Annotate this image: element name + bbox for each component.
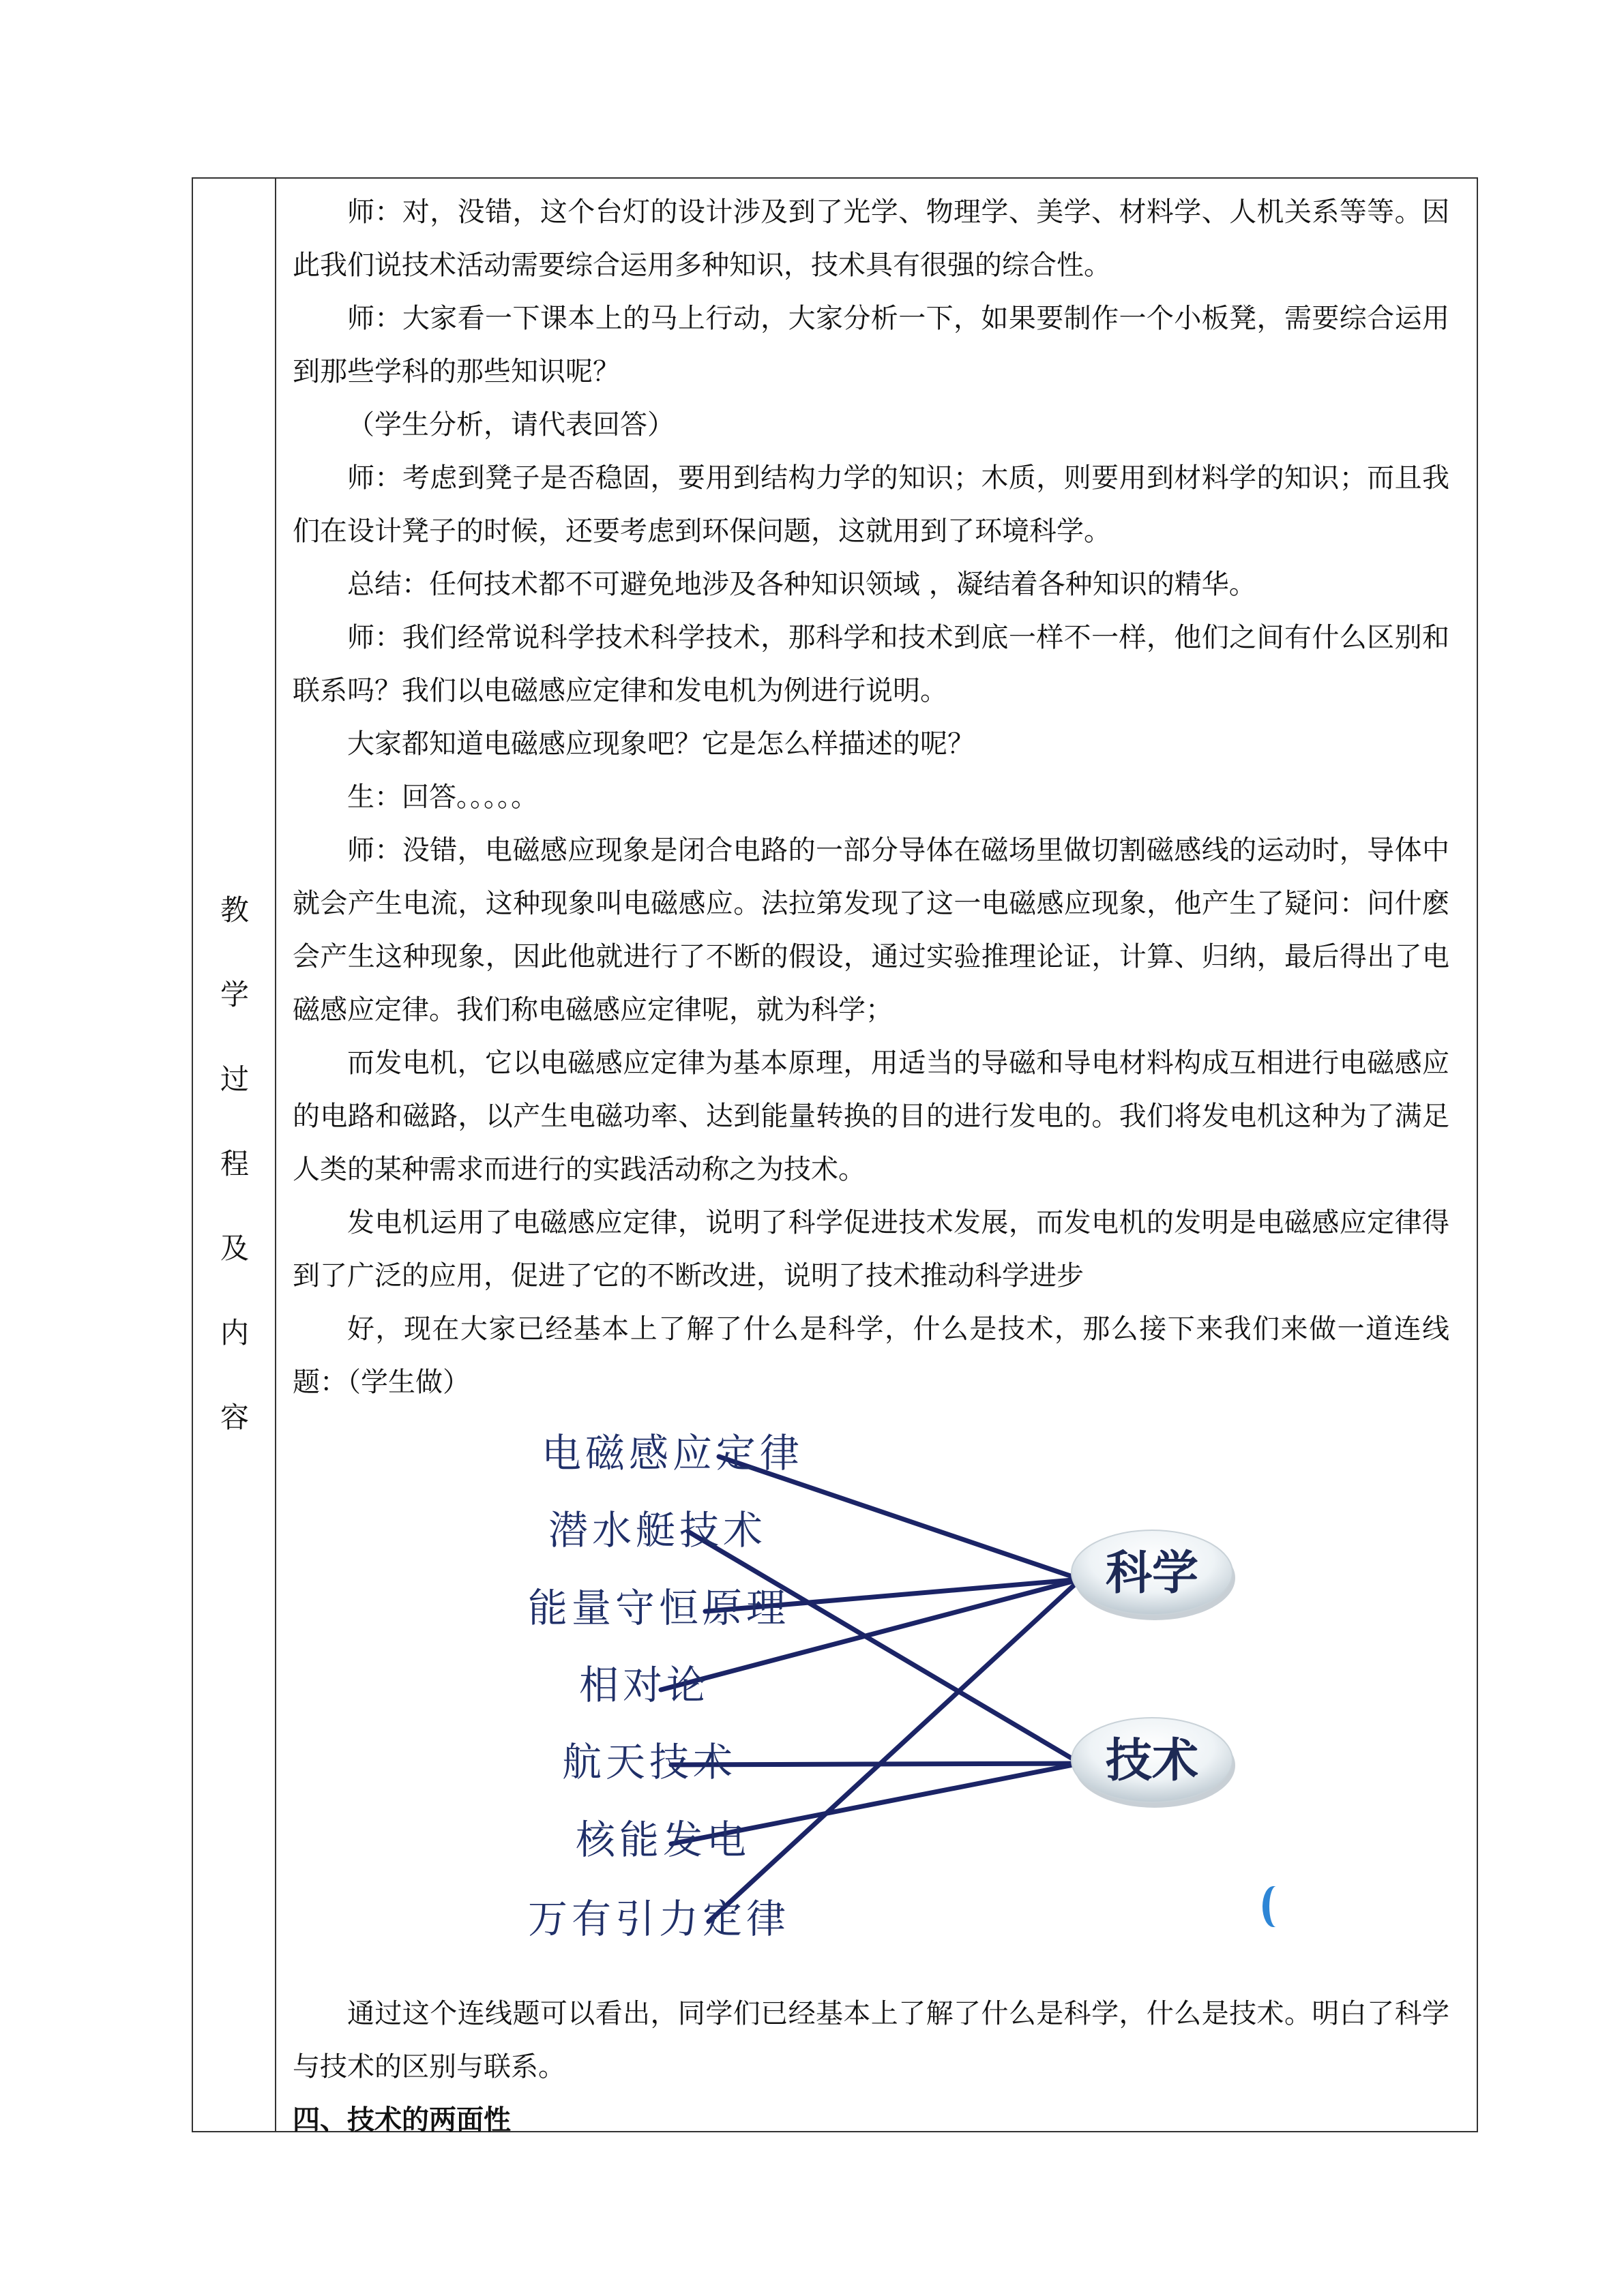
match-target-oval xyxy=(1072,1530,1235,1620)
side-label-char: 容 xyxy=(220,1401,249,1434)
paragraph: 师：考虑到凳子是否稳固，要用到结构力学的知识；木质，则要用到材料学的知识；而且我们在设计凳子的时候，还要考虑到环保问题，这就用到了环境科学。 xyxy=(293,462,1449,547)
conclusion-paragraph: 通过这个连线题可以看出，同学们已经基本上了解了什么是科学，什么是技术。明白了科学与技术的区别与联系。 xyxy=(293,1998,1449,2083)
paragraph: 师：我们经常说科学技术科学技术，那科学和技术到底一样不一样，他们之间有什么区别和联系吗？我们以电磁感应定律和发电机为例进行说明。 xyxy=(293,622,1449,706)
match-item-label: 相对论 xyxy=(579,1662,711,1708)
side-label-char: 学 xyxy=(220,978,249,1011)
match-target-oval xyxy=(1072,1718,1235,1808)
match-item-label: 能量守恒原理 xyxy=(528,1585,791,1631)
match-item-label: 电磁感应定律 xyxy=(542,1430,804,1476)
match-target-label: 技术 xyxy=(1105,1733,1199,1788)
paragraph: （学生分析，请代表回答） xyxy=(347,409,675,441)
side-label-char: 程 xyxy=(220,1147,249,1180)
side-label-char: 及 xyxy=(220,1232,249,1265)
match-item-label: 万有引力定律 xyxy=(528,1896,791,1942)
side-label-column xyxy=(193,179,276,2131)
match-item-label: 潜水艇技术 xyxy=(548,1507,767,1553)
match-link-line xyxy=(688,1532,1080,1763)
paragraph: 师：对，没错，这个台灯的设计涉及到了光学、物理学、美学、材料学、人机关系等等。因此我们说技术活动需要综合运用多种知识，技术具有很强的综合性。 xyxy=(293,196,1449,281)
paragraph: 总结：任何技术都不可避免地涉及各种知识领域 ，凝结着各种知识的精华。 xyxy=(347,569,1256,600)
decorative-fragment-icon xyxy=(1263,1886,1276,1927)
match-item-label: 核能发电 xyxy=(576,1817,751,1863)
paragraph: 师：大家看一下课本上的马上行动，大家分析一下，如果要制作一个小板凳，需要综合运用到那些学科的那些知识呢？ xyxy=(293,303,1449,387)
match-target-label: 科学 xyxy=(1105,1546,1199,1600)
paragraph: 生：回答。。。。。 xyxy=(347,781,538,813)
paragraph: 大家都知道电磁感应现象吧？它是怎么样描述的呢？ xyxy=(347,728,975,760)
paragraph: 师：没错，电磁感应现象是闭合电路的一部分导体在磁场里做切割磁感线的运动时，导体中就会产生电流，这种现象叫电磁感应。法拉第发现了这一电磁感应现象，他产生了疑问：问什麽会产生这种现象，因此他就进行了不断的假设，通过实验推理论证，计算、归纳，最后得出了电磁感应定律。我们称电磁感应定律呢，就为科学； xyxy=(293,835,1449,1026)
matching-exercise-figure xyxy=(415,1416,1370,1975)
matching-diagram xyxy=(415,1416,1370,1975)
content-column xyxy=(276,179,1477,2136)
lesson-table xyxy=(192,177,1478,2136)
section-heading: 四、技术的两面性 xyxy=(293,2104,511,2136)
paragraph: 而发电机，它以电磁感应定律为基本原理，用适当的导磁和导电材料构成互相进行电磁感应的电路和磁路，以产生电磁功率、达到能量转换的目的进行发电的。我们将发电机这种为了满足人类的某种需求而进行的实践活动称之为技术。 xyxy=(293,1047,1449,1185)
match-item-label: 航天技术 xyxy=(562,1739,737,1785)
side-label-char: 过 xyxy=(220,1062,249,1096)
side-label-char: 内 xyxy=(220,1316,249,1350)
side-label-char: 教 xyxy=(220,893,249,927)
paragraph: 发电机运用了电磁感应定律，说明了科学促进技术发展，而发电机的发明是电磁感应定律得到了广泛的应用，促进了它的不断改进，说明了技术推动科学进步 xyxy=(293,1207,1449,1292)
paragraph: 好，现在大家已经基本上了解了什么是科学，什么是技术，那么接下来我们来做一道连线题：（学生做） xyxy=(293,1313,1449,1398)
